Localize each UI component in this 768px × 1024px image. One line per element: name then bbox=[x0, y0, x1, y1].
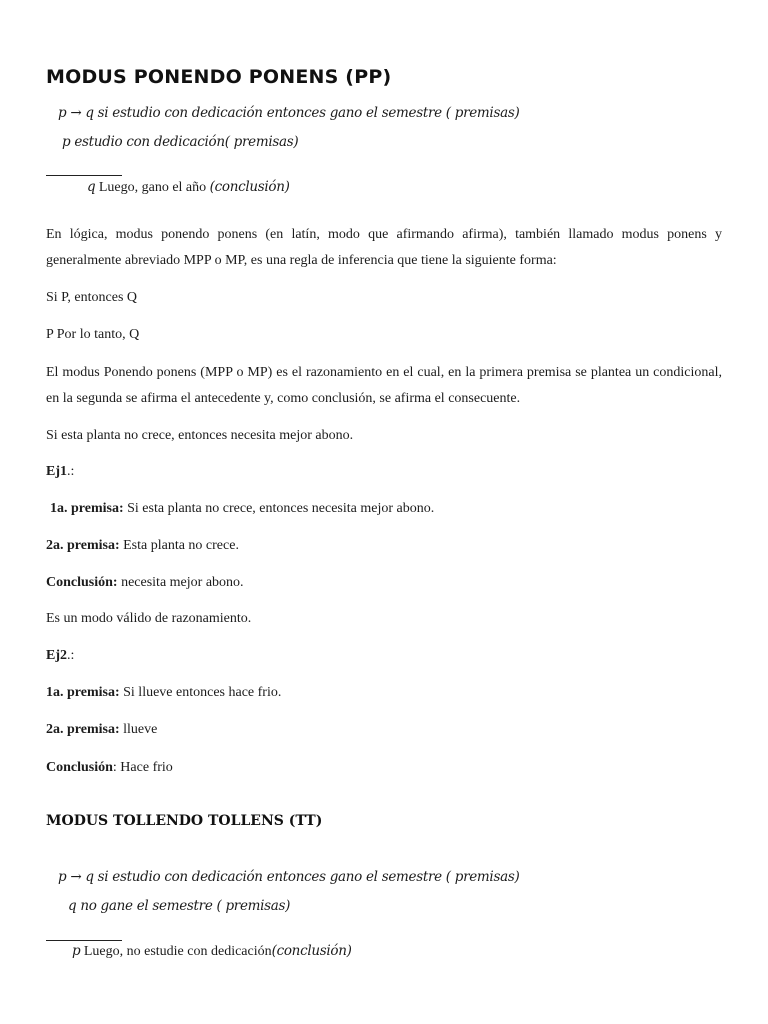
tt-premise-1: p → q si estudio con dedicación entonces gano el semestre ( premisas) bbox=[58, 869, 520, 885]
section-title-tt: MODUS TOLLENDO TOLLENS (TT) bbox=[46, 813, 323, 829]
pp-premise-1: p → q si estudio con dedicación entonces gano el semestre ( premisas) bbox=[58, 105, 520, 121]
ej2-premise-2-text: llueve bbox=[119, 722, 158, 737]
ej2-premise-1-label: 1a. premisa: bbox=[46, 685, 120, 700]
ej2-heading bbox=[46, 648, 74, 664]
ej1-conclusion-text: necesita mejor abono. bbox=[117, 575, 244, 590]
ej1-premise-1-label: 1a. premisa: bbox=[50, 501, 124, 516]
ej2-conclusion-label: Conclusión bbox=[46, 760, 113, 775]
ej1-label-suffix: .: bbox=[67, 464, 75, 479]
ej1-premise-1 bbox=[50, 501, 434, 517]
ej1-conclusion bbox=[46, 575, 244, 591]
tt-conclusion bbox=[72, 943, 352, 960]
ej2-premise-1 bbox=[46, 685, 281, 701]
ej1-premise-1-text: Si esta planta no crece, entonces necesita mejor abono. bbox=[123, 501, 435, 516]
ej2-premise-1-text: Si llueve entonces hace frio. bbox=[119, 685, 282, 700]
ej2-label-suffix: .: bbox=[67, 648, 75, 663]
ej1-conclusion-label: Conclusión: bbox=[46, 575, 118, 590]
tt-conclusion-tag: (conclusión) bbox=[271, 943, 352, 959]
ej2-conclusion bbox=[46, 760, 173, 776]
ej2-label: Ej2 bbox=[46, 648, 67, 663]
ej1-premise-2 bbox=[46, 538, 239, 554]
ej1-validity: Es un modo válido de razonamiento. bbox=[46, 611, 252, 626]
ej2-premise-2-label: 2a. premisa: bbox=[46, 722, 120, 737]
form-line-2: P Por lo tanto, Q bbox=[46, 327, 140, 342]
ej1-label: Ej1 bbox=[46, 464, 67, 479]
tt-conclusion-text: Luego, no estudie con dedicación bbox=[83, 944, 272, 959]
pp-premise-2: p estudio con dedicación( premisas) bbox=[62, 134, 299, 150]
pp-conclusion-text: Luego, gano el año bbox=[98, 180, 207, 195]
tt-premise-2: q no gane el semestre ( premisas) bbox=[68, 898, 291, 914]
pp-conclusion bbox=[87, 179, 290, 196]
ej2-conclusion-text: : Hace frio bbox=[112, 760, 173, 775]
intro-paragraph: En lógica, modus ponendo ponens (en latín, modo que afirmando afirma), también llamado modus ponens y generalmente abreviado MPP o MP, es una regla de inferencia que tiene la siguiente forma: bbox=[46, 227, 722, 268]
ej1-heading bbox=[46, 464, 74, 480]
tt-inference-rule-line bbox=[46, 940, 122, 941]
example-sentence: Si esta planta no crece, entonces necesita mejor abono. bbox=[46, 428, 354, 443]
explanation-paragraph: El modus Ponendo ponens (MPP o MP) es el razonamiento en el cual, en la primera premisa se plantea un condicional, en la segunda se afirma el antecedente y, como conclusión, se afirma el consecuente. bbox=[46, 365, 722, 406]
ej1-premise-2-text: Esta planta no crece. bbox=[119, 538, 239, 553]
pp-inference-rule-line bbox=[46, 175, 122, 176]
ej1-premise-2-label: 2a. premisa: bbox=[46, 538, 120, 553]
pp-conclusion-tag: (conclusión) bbox=[209, 179, 290, 195]
form-line-1: Si P, entonces Q bbox=[46, 290, 137, 305]
ej2-premise-2 bbox=[46, 722, 157, 738]
pp-conclusion-variable: q bbox=[87, 179, 96, 195]
section-title-pp: MODUS PONENDO PONENS (PP) bbox=[46, 66, 392, 88]
tt-conclusion-variable: p bbox=[72, 943, 81, 959]
